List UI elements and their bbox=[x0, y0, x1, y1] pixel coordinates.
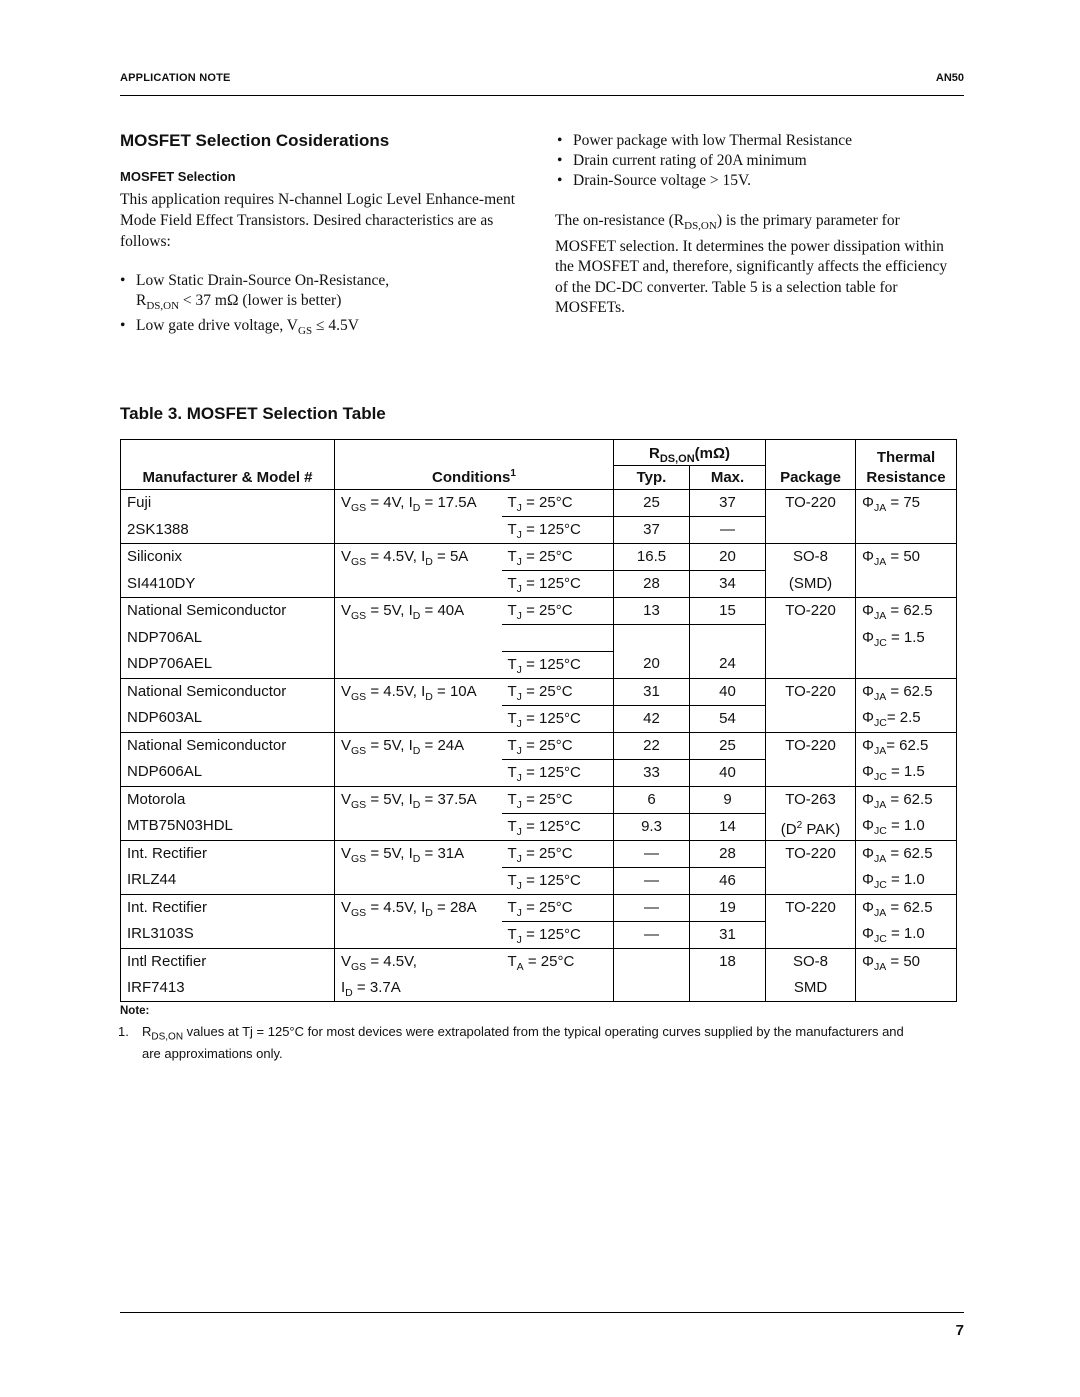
temperature-cell: $T_J = 125^\circ C$ bbox=[502, 813, 614, 840]
thermal-cell: $\Phi_{JC}= 2.5$ bbox=[856, 705, 957, 732]
package-cell bbox=[766, 651, 856, 678]
conditions-cell bbox=[335, 813, 502, 840]
subsection-title: MOSFET Selection bbox=[120, 169, 236, 184]
conditions-cell: $V_{GS} = 4V$, $I_D = 17.5A$ bbox=[341, 494, 477, 514]
conditions-cell bbox=[335, 517, 502, 544]
note-text bbox=[142, 1024, 922, 1062]
package-cell: TO-220 bbox=[766, 840, 856, 867]
package-cell bbox=[766, 705, 856, 732]
list-item: • Drain-Source voltage > 15V. bbox=[557, 171, 957, 191]
rds-on-header bbox=[614, 440, 766, 466]
header-blank bbox=[121, 440, 335, 466]
note-part: R bbox=[142, 1024, 152, 1039]
package-cell: SO-8 bbox=[766, 544, 856, 571]
conditions-label: Conditions bbox=[432, 469, 511, 487]
manufacturer-cell: SI4410DY bbox=[121, 571, 335, 598]
max-cell: 54 bbox=[690, 705, 766, 732]
package-header: Package bbox=[766, 466, 856, 490]
temperature-cell: $T_J = 125^\circ C$ bbox=[502, 651, 614, 678]
table-row bbox=[121, 625, 957, 652]
section-title: MOSFET Selection Cosiderations bbox=[120, 131, 390, 150]
bullet-text: Low Static Drain-Source On-Resistance, bbox=[136, 272, 390, 289]
manufacturer-cell: National Semiconductor bbox=[121, 732, 335, 759]
typ-cell: 6 bbox=[614, 786, 690, 813]
thermal-cell: $\Phi_{JC} = 1.0$ bbox=[856, 813, 957, 840]
manufacturer-cell: NDP606AL bbox=[121, 759, 335, 786]
list-item: • Power package with low Thermal Resistance bbox=[557, 131, 957, 151]
header-blank bbox=[335, 440, 502, 466]
table-row bbox=[121, 517, 957, 544]
manufacturer-cell: Int. Rectifier bbox=[121, 894, 335, 921]
package-cell: TO-220 bbox=[766, 598, 856, 625]
table-row bbox=[121, 759, 957, 786]
package-cell: TO-220 bbox=[766, 490, 856, 517]
typ-cell: 33 bbox=[614, 759, 690, 786]
typ-cell: — bbox=[614, 921, 690, 948]
manufacturer-cell: NDP706AEL bbox=[121, 651, 335, 678]
max-cell: 20 bbox=[690, 544, 766, 571]
table-row bbox=[121, 948, 957, 975]
manufacturer-cell: 2SK1388 bbox=[121, 517, 335, 544]
typ-cell: 16.5 bbox=[614, 544, 690, 571]
package-cell: TO-263 bbox=[766, 786, 856, 813]
temperature-cell: $T_J = 125^\circ C$ bbox=[502, 571, 614, 598]
typ-cell: — bbox=[614, 867, 690, 894]
table-row bbox=[121, 571, 957, 598]
rds-unit: (mΩ) bbox=[694, 445, 731, 462]
typ-cell bbox=[614, 948, 690, 975]
manufacturer-cell: Motorola bbox=[121, 786, 335, 813]
table-row bbox=[121, 975, 957, 1002]
temperature-cell: $T_J = 25^\circ C$ bbox=[502, 732, 614, 759]
max-cell: 28 bbox=[690, 840, 766, 867]
max-cell bbox=[690, 625, 766, 652]
conditions-header bbox=[335, 466, 614, 490]
thermal-cell: $\Phi_{JA} = 62.5$ bbox=[856, 894, 957, 921]
manufacturer-cell: Int. Rectifier bbox=[121, 840, 335, 867]
header-right: AN50 bbox=[935, 72, 964, 84]
header-rule bbox=[120, 95, 964, 96]
temperature-cell: $T_J = 25^\circ C$ bbox=[502, 598, 614, 625]
max-cell: 34 bbox=[690, 571, 766, 598]
conditions-cell: $V_{GS} = 4.5V$, $I_D = 28A$ bbox=[341, 898, 477, 919]
conditions-cell bbox=[335, 625, 502, 652]
thermal-cell: $\Phi_{JC} = 1.0$ bbox=[856, 867, 957, 894]
typ-cell: 31 bbox=[614, 678, 690, 705]
temperature-cell bbox=[502, 625, 614, 652]
conditions-cell bbox=[335, 571, 502, 598]
page-number: 7 bbox=[955, 1322, 964, 1339]
conditions-cell bbox=[335, 921, 502, 948]
conditions-cell: $V_{GS} = 5V$, $I_D = 31A$ bbox=[341, 844, 465, 865]
max-cell: 31 bbox=[690, 921, 766, 948]
conditions-cell bbox=[335, 705, 502, 732]
table-row bbox=[121, 705, 957, 732]
max-cell: 40 bbox=[690, 678, 766, 705]
thermal-header: Thermal bbox=[856, 440, 957, 466]
thermal-cell bbox=[856, 571, 957, 598]
package-cell: SMD bbox=[766, 975, 856, 1002]
left-bullet-list bbox=[120, 271, 520, 341]
intro-paragraph: This application requires N-channel Logic Level Enhance-ment Mode Field Effect Transistors. Desired characteristics are as follows: bbox=[120, 191, 516, 250]
subscript: DS,ON bbox=[146, 300, 180, 313]
package-cell: TO-220 bbox=[766, 732, 856, 759]
temperature-cell: $T_J = 25^\circ C$ bbox=[502, 544, 614, 571]
right-bullet-list bbox=[557, 131, 957, 191]
bullet-text: < 37 mΩ (lower is better) bbox=[179, 292, 342, 309]
manufacturer-cell: National Semiconductor bbox=[121, 678, 335, 705]
bullet-text: R bbox=[136, 292, 147, 309]
table-row bbox=[121, 651, 957, 678]
conditions-cell: $V_{GS} = 5V$, $I_D = 24A$ bbox=[341, 736, 465, 757]
typ-cell bbox=[614, 975, 690, 1002]
thermal-cell: $\Phi_{JC} = 1.5$ bbox=[856, 625, 957, 652]
temperature-cell bbox=[502, 975, 614, 1002]
resistance-header: Resistance bbox=[856, 466, 957, 490]
typ-header: Typ. bbox=[614, 466, 690, 490]
paragraph-text: The on-resistance (R bbox=[555, 212, 685, 229]
package-cell: SO-8 bbox=[766, 948, 856, 975]
typ-cell: 9.3 bbox=[614, 813, 690, 840]
table-row bbox=[121, 894, 957, 921]
manufacturer-cell: Intl Rectifier bbox=[121, 948, 335, 975]
thermal-cell bbox=[856, 651, 957, 678]
temperature-cell: $T_J = 25^\circ C$ bbox=[502, 840, 614, 867]
note-part: values at Tj = 125°C for most devices were extrapolated from the typical operating curves supplied by the manufacturers and are approximations only. bbox=[142, 1024, 904, 1061]
conditions-cell: $V_{GS} = 4.5V$, bbox=[341, 952, 417, 973]
conditions-cell: $V_{GS} = 5V$, $I_D = 40A$ bbox=[341, 602, 465, 622]
table-row bbox=[121, 732, 957, 759]
manufacturer-cell: National Semiconductor bbox=[121, 598, 335, 625]
temperature-cell: $T_J = 25^\circ C$ bbox=[502, 786, 614, 813]
thermal-cell bbox=[856, 517, 957, 544]
typ-cell: 20 bbox=[614, 651, 690, 678]
max-cell: 24 bbox=[690, 651, 766, 678]
temperature-cell: $T_A = 25^\circ C$ bbox=[502, 948, 614, 975]
manufacturer-cell: IRF7413 bbox=[121, 975, 335, 1002]
thermal-cell: $\Phi_{JA} = 62.5$ bbox=[856, 598, 957, 625]
bullet-gate-drive bbox=[120, 316, 520, 341]
conditions-cell bbox=[335, 651, 502, 678]
temperature-cell: $T_J = 125^\circ C$ bbox=[502, 759, 614, 786]
package-cell: TO-220 bbox=[766, 678, 856, 705]
package-cell: (SMD) bbox=[766, 571, 856, 598]
thermal-cell: $\Phi_{JA} = 50$ bbox=[856, 948, 957, 975]
bullet-low-resistance bbox=[120, 271, 520, 316]
max-cell: 18 bbox=[690, 948, 766, 975]
max-cell: 46 bbox=[690, 867, 766, 894]
footer-rule bbox=[120, 1312, 964, 1313]
typ-cell: — bbox=[614, 894, 690, 921]
typ-cell: — bbox=[614, 840, 690, 867]
package-cell bbox=[766, 867, 856, 894]
right-paragraph bbox=[555, 211, 960, 319]
typ-cell bbox=[614, 625, 690, 652]
manufacturer-header: Manufacturer & Model # bbox=[121, 466, 335, 490]
thermal-cell: $\Phi_{JA} = 50$ bbox=[856, 544, 957, 571]
table-row bbox=[121, 598, 957, 625]
max-cell: 19 bbox=[690, 894, 766, 921]
conditions-cell: $V_{GS} = 4.5V$, $I_D = 10A$ bbox=[341, 682, 477, 703]
max-header: Max. bbox=[690, 466, 766, 490]
manufacturer-cell: IRL3103S bbox=[121, 921, 335, 948]
temperature-cell: $T_J = 125^\circ C$ bbox=[502, 705, 614, 732]
package-cell: ($D^2$ PAK) bbox=[766, 813, 856, 840]
max-cell: 37 bbox=[690, 490, 766, 517]
max-cell: — bbox=[690, 517, 766, 544]
package-cell bbox=[766, 759, 856, 786]
thermal-cell: $\Phi_{JA} = 62.5$ bbox=[856, 786, 957, 813]
temperature-cell: $T_J = 25^\circ C$ bbox=[502, 678, 614, 705]
package-cell bbox=[766, 625, 856, 652]
thermal-cell: $\Phi_{JA} = 75$ bbox=[856, 490, 957, 517]
typ-cell: 42 bbox=[614, 705, 690, 732]
thermal-cell: $\Phi_{JA}= 62.5$ bbox=[856, 732, 957, 759]
header-left: APPLICATION NOTE bbox=[120, 72, 231, 84]
subscript: GS bbox=[298, 325, 313, 338]
typ-cell: 37 bbox=[614, 517, 690, 544]
table-row bbox=[121, 867, 957, 894]
table-row bbox=[121, 786, 957, 813]
bullet-text: Low gate drive voltage, V bbox=[136, 317, 298, 335]
subscript: DS,ON bbox=[684, 220, 717, 233]
table-body bbox=[121, 490, 957, 1002]
manufacturer-cell: NDP706AL bbox=[121, 625, 335, 652]
package-cell: TO-220 bbox=[766, 894, 856, 921]
conditions-cell bbox=[335, 759, 502, 786]
bullet-text: ≤ 4.5V bbox=[312, 317, 359, 335]
subscript: DS,ON bbox=[659, 453, 695, 465]
table-row bbox=[121, 840, 957, 867]
max-cell: 14 bbox=[690, 813, 766, 840]
conditions-cell: $I_D = 3.7A$ bbox=[335, 975, 502, 1002]
typ-cell: 28 bbox=[614, 571, 690, 598]
package-cell bbox=[766, 921, 856, 948]
max-cell: 25 bbox=[690, 732, 766, 759]
manufacturer-cell: NDP603AL bbox=[121, 705, 335, 732]
max-cell: 9 bbox=[690, 786, 766, 813]
thermal-cell: $\Phi_{JA} = 62.5$ bbox=[856, 840, 957, 867]
table-row bbox=[121, 678, 957, 705]
footnote-ref: 1 bbox=[510, 468, 516, 480]
table-title: Table 3. MOSFET Selection Table bbox=[120, 404, 386, 423]
temperature-cell: $T_J = 25^\circ C$ bbox=[502, 490, 614, 517]
mosfet-table bbox=[120, 439, 957, 1002]
thermal-cell: $\Phi_{JC} = 1.5$ bbox=[856, 759, 957, 786]
header-blank bbox=[766, 440, 856, 466]
table-row bbox=[121, 813, 957, 840]
table-row bbox=[121, 544, 957, 571]
temperature-cell: $T_J = 125^\circ C$ bbox=[502, 517, 614, 544]
manufacturer-cell: Fuji bbox=[121, 490, 335, 517]
note-label: Note: bbox=[120, 1005, 150, 1017]
temperature-cell: $T_J = 25^\circ C$ bbox=[502, 894, 614, 921]
max-cell bbox=[690, 975, 766, 1002]
list-item: • Drain current rating of 20A minimum bbox=[557, 151, 957, 171]
temperature-cell: $T_J = 125^\circ C$ bbox=[502, 921, 614, 948]
conditions-cell: $V_{GS} = 4.5V$, $I_D = 5A$ bbox=[341, 548, 469, 568]
paragraph-text: ) is the primary parameter for MOSFET selection. It determines the power dissipation within the MOSFET and, therefore, significantly affects the efficiency of the DC-DC converter. Table 5 is a selection table for MOSFETs. bbox=[555, 212, 948, 317]
manufacturer-cell: MTB75N03HDL bbox=[121, 813, 335, 840]
manufacturer-cell: IRLZ44 bbox=[121, 867, 335, 894]
typ-cell: 25 bbox=[614, 490, 690, 517]
table-row bbox=[121, 490, 957, 517]
temperature-cell: $T_J = 125^\circ C$ bbox=[502, 867, 614, 894]
typ-cell: 13 bbox=[614, 598, 690, 625]
thermal-cell: $\Phi_{JC} = 1.0$ bbox=[856, 921, 957, 948]
rds-label: R bbox=[648, 445, 660, 462]
thermal-cell bbox=[856, 975, 957, 1002]
max-cell: 15 bbox=[690, 598, 766, 625]
package-cell bbox=[766, 517, 856, 544]
note-number: 1. bbox=[118, 1024, 129, 1039]
max-cell: 40 bbox=[690, 759, 766, 786]
header-blank bbox=[502, 440, 614, 466]
table-row bbox=[121, 921, 957, 948]
conditions-cell: $V_{GS} = 5V$, $I_D = 37.5A$ bbox=[341, 790, 477, 811]
typ-cell: 22 bbox=[614, 732, 690, 759]
conditions-cell bbox=[335, 867, 502, 894]
manufacturer-cell: Siliconix bbox=[121, 544, 335, 571]
thermal-cell: $\Phi_{JA} = 62.5$ bbox=[856, 678, 957, 705]
subscript: DS,ON bbox=[151, 1031, 184, 1043]
